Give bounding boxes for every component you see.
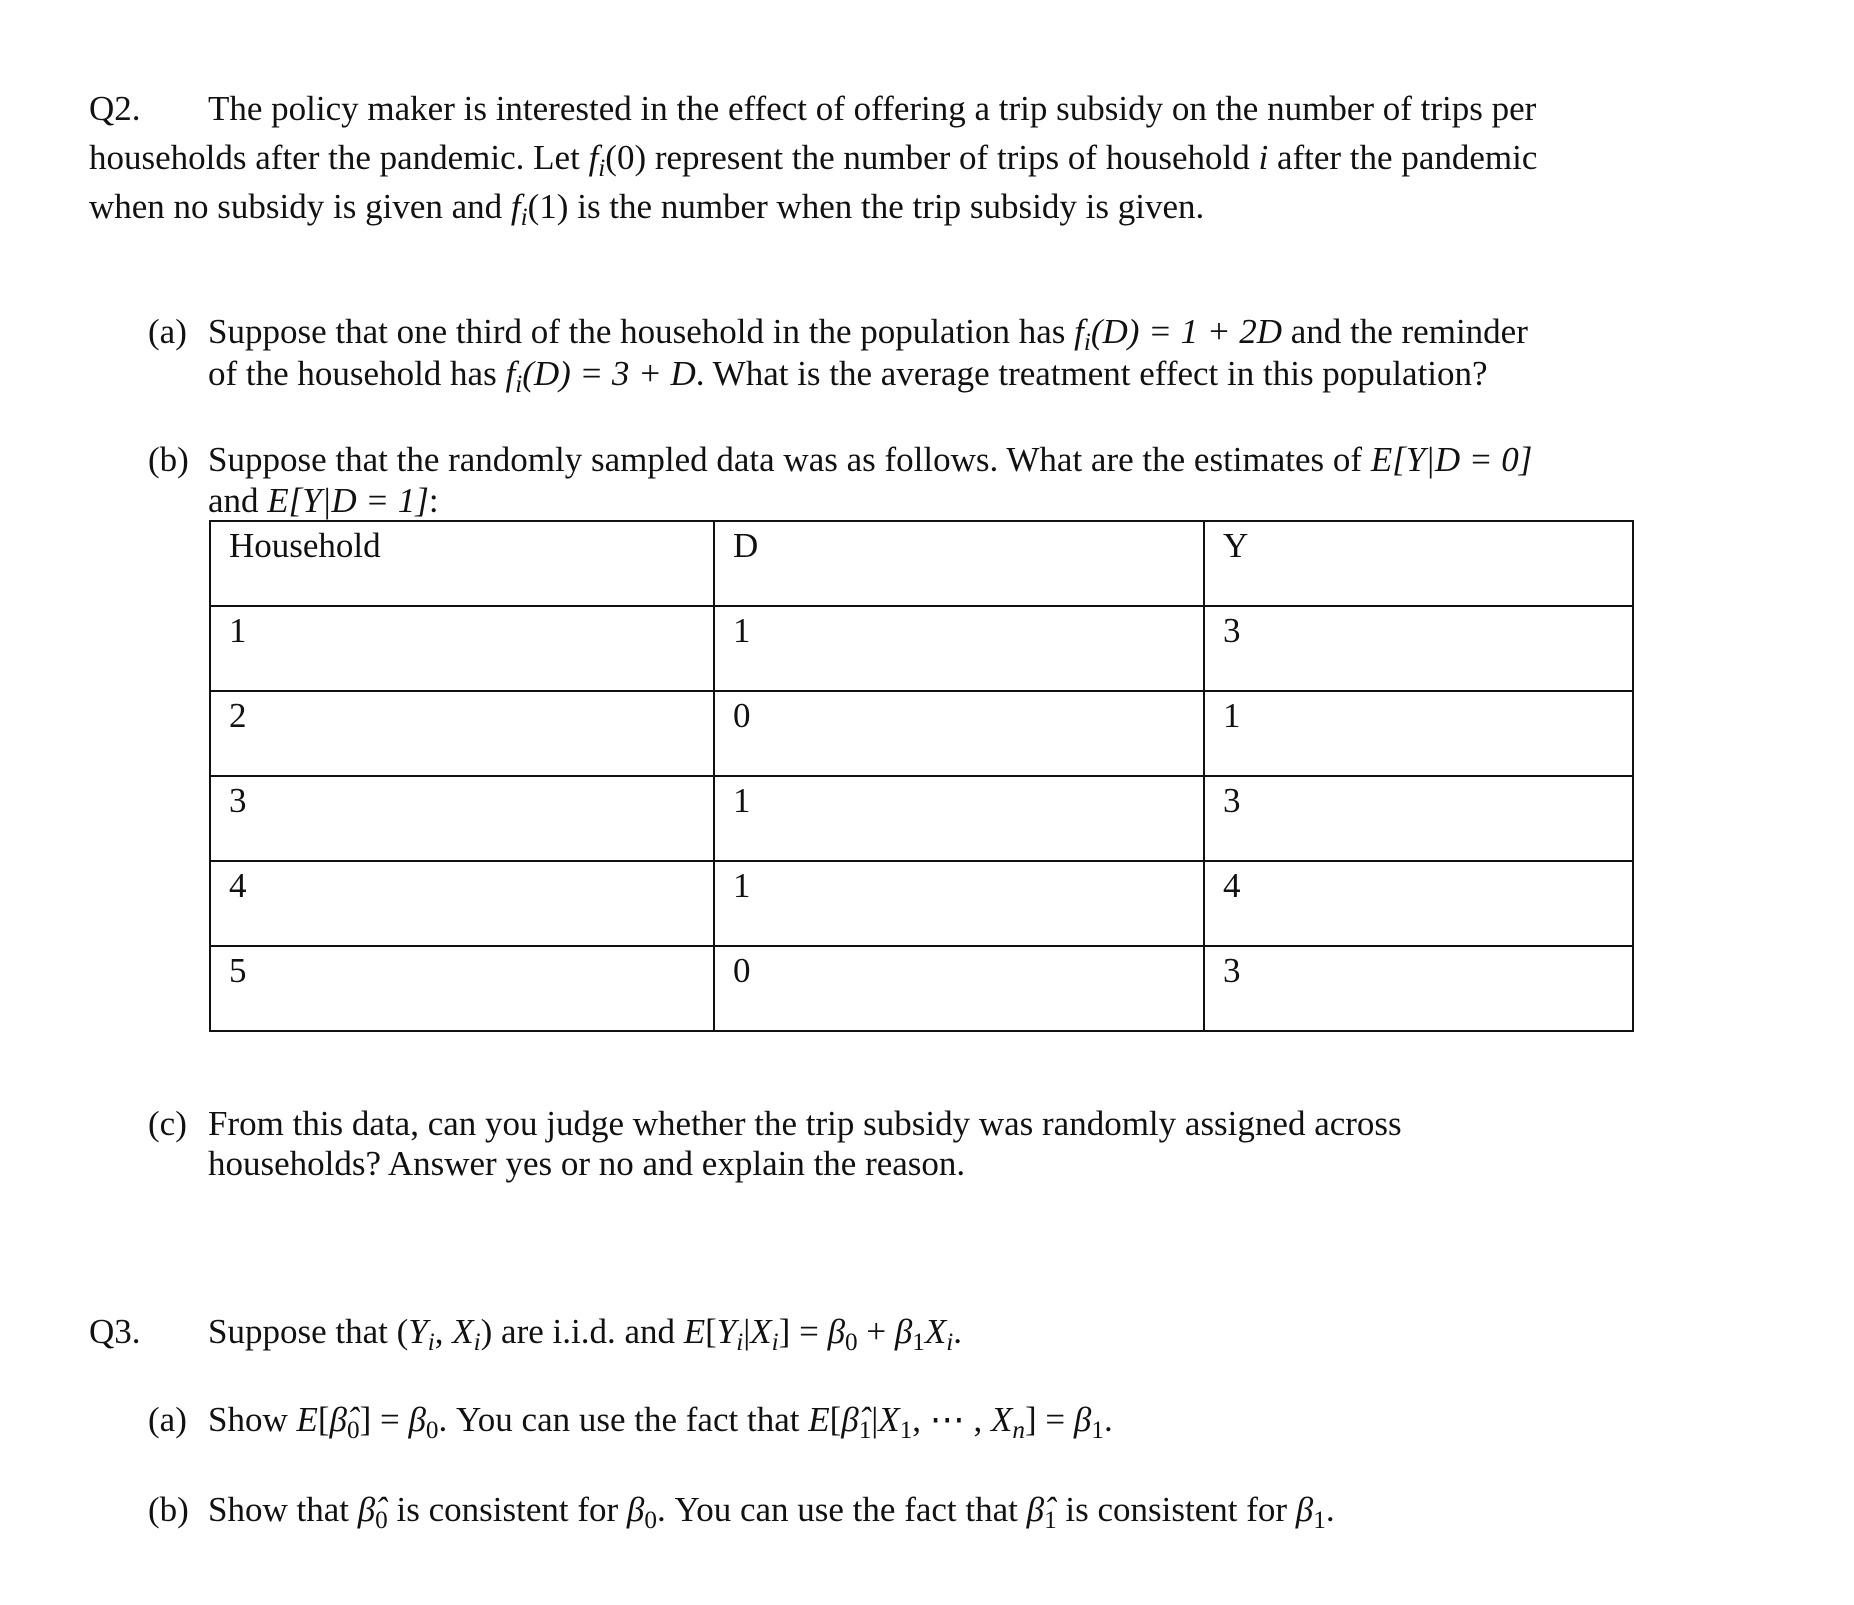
q2-part-b-label: (b) xyxy=(148,440,189,479)
q2-line-3: when no subsidy is given and $f_i(1)$ is the number when the trip subsidy is given. xyxy=(89,187,1205,232)
table-cell: 4 xyxy=(1204,861,1633,946)
table-cell: 1 xyxy=(714,861,1204,946)
table-cell: 2 xyxy=(210,691,714,776)
table-cell: 1 xyxy=(210,606,714,691)
table-cell: 1 xyxy=(1204,691,1633,776)
q2-part-a-line-2: of the household has $f_i(D) = 3 + D$. What is the average treatment effect in this population? xyxy=(208,354,1488,399)
q2-part-c-label: (c) xyxy=(148,1104,187,1143)
table-header-row xyxy=(210,521,1633,606)
table-cell: 1 xyxy=(714,606,1204,691)
q2-part-c-line-2: households? Answer yes or no and explain the reason. xyxy=(208,1144,966,1183)
q3-part-b-label: (b) xyxy=(148,1490,189,1529)
q3-part-a-label: (a) xyxy=(148,1400,187,1439)
table-cell: 4 xyxy=(210,861,714,946)
q2-part-a-label: (a) xyxy=(148,312,187,351)
q2-part-b-line-1: Suppose that the randomly sampled data was as follows. What are the estimates of E[Y|D = 0] xyxy=(208,440,1533,479)
q2-part-b-line-2: and E[Y|D = 1]: xyxy=(208,481,439,520)
q3-part-b-text: Show that $\betâ_0$ is consistent for $\beta_0$. You can use the fact that $\betâ_1$ is consistent for $\beta_1$. xyxy=(208,1490,1335,1535)
table-cell: 5 xyxy=(210,946,714,1031)
table-row xyxy=(210,691,1633,776)
table-cell: 3 xyxy=(1204,946,1633,1031)
q2-part-a-line-1: Suppose that one third of the household in the population has $f_i(D) = 1 + 2D$ and the reminder xyxy=(208,312,1528,357)
table-cell: 1 xyxy=(714,776,1204,861)
header-d: D xyxy=(714,521,1204,606)
header-y: Y xyxy=(1204,521,1633,606)
table-cell: 0 xyxy=(714,691,1204,776)
table-cell: 0 xyxy=(714,946,1204,1031)
data-table xyxy=(209,520,1634,1032)
table-row xyxy=(210,946,1633,1031)
q2-line-2: households after the pandemic. Let $f_i(0)$ represent the number of trips of household i after the pandemic xyxy=(89,138,1538,183)
header-household: Household xyxy=(210,521,714,606)
table-cell: 3 xyxy=(1204,776,1633,861)
table-cell: 3 xyxy=(210,776,714,861)
table-row xyxy=(210,606,1633,691)
table-row xyxy=(210,861,1633,946)
table-row xyxy=(210,776,1633,861)
q3-intro: Suppose that ($Y_i$, $X_i$) are i.i.d. and $E[Y_i|X_i] = \beta_0 + \beta_1X_i$. xyxy=(208,1312,963,1357)
q2-line-1: The policy maker is interested in the effect of offering a trip subsidy on the number of trips per xyxy=(208,89,1537,128)
table-cell: 3 xyxy=(1204,606,1633,691)
q2-number: Q2. xyxy=(89,89,141,128)
q3-number: Q3. xyxy=(89,1312,141,1351)
q2-part-c-line-1: From this data, can you judge whether the trip subsidy was randomly assigned across xyxy=(208,1104,1402,1143)
q3-part-a-text: Show $E[\betâ_0] = \beta_0$. You can use the fact that $E[\betâ_1|X_1$, ⋯ , $X_n] = \beta_1$. xyxy=(208,1400,1113,1445)
